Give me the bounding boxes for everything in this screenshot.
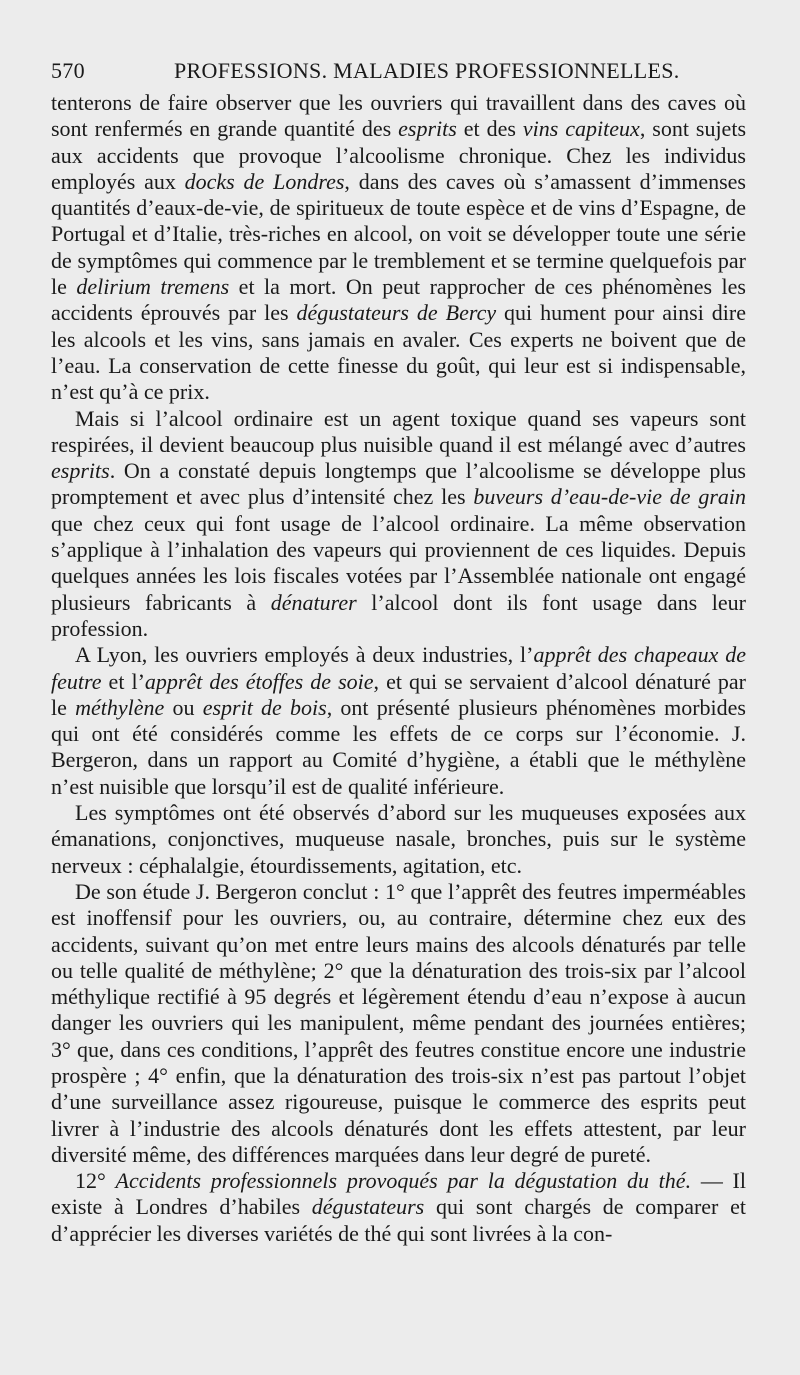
running-head: PROFESSIONS. MALADIES PROFESSIONNELLES. (174, 58, 680, 83)
text-run: — Il existe à Londres d’habiles (51, 1168, 746, 1220)
italic-run: esprits (51, 458, 110, 484)
text-run: ou (164, 694, 203, 720)
text-run: et des (456, 116, 523, 142)
text-run: qui hument pour ainsi dire les alcools et les vins, sans jamais en avaler. Ces experts ne boivent que de l’eau. La conservation de cette finesse du goût, qui leur est si indispensable, n’est qu’à ce prix. (51, 300, 746, 405)
body-text (51, 90, 746, 1247)
text-run: tenterons de faire observer que les ouvriers qui travaillent dans des caves où sont renfermés en grande quantité des (51, 90, 746, 142)
paragraph (51, 800, 746, 879)
text-run: , ont présenté plusieurs phénomènes morbides qui ont été considérés comme les effets de ce corps sur l’économie. J. Bergeron, dans un rapport au Comité d’hygiène, a établi que le méthylène n’est nuisible que lorsqu’il est de qualité inférieure. (51, 694, 746, 799)
paragraph (51, 406, 746, 643)
italic-run: vins capiteux (522, 116, 640, 142)
text-run: et l’ (101, 668, 145, 694)
italic-run: docks de Londres (184, 168, 345, 194)
italic-run: esprits (398, 116, 457, 142)
text-run: , sont sujets aux accidents que provoque l’alcoolisme chronique. Chez les individus employés aux (51, 116, 746, 194)
italic-run: apprêt des chapeaux de feutre (51, 642, 746, 694)
page-header (51, 54, 751, 88)
text-run: qui sont chargés de comparer et d’apprécier les diverses variétés de thé qui sont livrées à la con- (51, 1194, 746, 1246)
text-run: et la mort. On peut rapprocher de ces phénomènes les accidents éprouvés par les (51, 274, 746, 326)
italic-run: dégustateurs (311, 1194, 425, 1220)
paragraph (51, 1168, 746, 1247)
italic-run: delirium tremens (76, 274, 230, 300)
paragraph (51, 642, 746, 800)
italic-run: esprit de bois (202, 694, 327, 720)
italic-run: buveurs d’eau-de-vie de grain (473, 484, 746, 510)
text-run: , et qui se servaient d’alcool dénaturé par le (51, 668, 746, 720)
text-run: Les symptômes ont été observés d’abord sur les muqueuses exposées aux émanations, conjonctives, muqueuse nasale, bronches, puis sur le système nerveux : céphalalgie, étourdissements, agitation, etc. (51, 800, 746, 878)
italic-run: dégustateurs de Bercy (296, 300, 497, 326)
text-run: que chez ceux qui font usage de l’alcool ordinaire. La même observation s’applique à l’inhalation des vapeurs qui proviennent de ces liquides. Depuis quelques années les lois fiscales votées par l’Assemblée nationale ont engagé plusieurs fabricants à (51, 510, 746, 615)
text-run: , dans des caves où s’amassent d’immenses quantités d’eaux-de-vie, de spiritueux de toute espèce et de vins d’Espagne, de Portugal et d’Italie, très-riches en alcool, on voit se développer toute une série de symptômes qui commence par le tremblement et se termine quelquefois par le (51, 168, 746, 300)
text-run: 12° (75, 1168, 116, 1194)
text-run: Mais si l’alcool ordinaire est un agent toxique quand ses vapeurs sont respirées, il devient beaucoup plus nuisible quand il est mélangé avec d’autres (51, 405, 746, 457)
italic-run: Accidents professionnels provoqués par la dégustation du thé. (115, 1168, 692, 1194)
page-number: 570 (51, 58, 85, 83)
text-run: A Lyon, les ouvriers employés à deux industries, l’ (75, 642, 534, 668)
text-run: l’alcool dont ils font usage dans leur profession. (51, 589, 747, 641)
paragraph (51, 90, 746, 406)
text-run: . On a constaté depuis longtemps que l’alcoolisme se développe plus promptement et avec plus d’intensité chez les (51, 458, 746, 510)
italic-run: dénaturer (270, 589, 357, 615)
italic-run: méthylène (75, 694, 165, 720)
italic-run: apprêt des étoffes de soie (144, 668, 374, 694)
text-run: De son étude J. Bergeron conclut : 1° que l’apprêt des feutres imperméables est inoffensif pour les ouvriers, ou, au contraire, détermine chez eux des accidents, suivant qu’on met entre leurs mains des alcools dénaturés par telle ou telle qualité de méthylène; 2° que la dénaturation des trois-six par l’alcool méthylique rectifié à 95 degrés et légèrement étendu d’eau n’expose à aucun danger les ouvriers qui les manipulent, même pendant des journées entières; 3° que, dans ces conditions, l’apprêt des feutres constitue encore une industrie prospère ; 4° enfin, que la dénaturation des trois-six n’est pas partout l’objet d’une surveillance assez rigoureuse, puisque le commerce des esprits peut livrer à l’industrie des alcools dénaturés dont les effets attestent, par leur diversité même, des différences marquées dans leur degré de pureté. (51, 878, 746, 1167)
paragraph (51, 879, 746, 1168)
